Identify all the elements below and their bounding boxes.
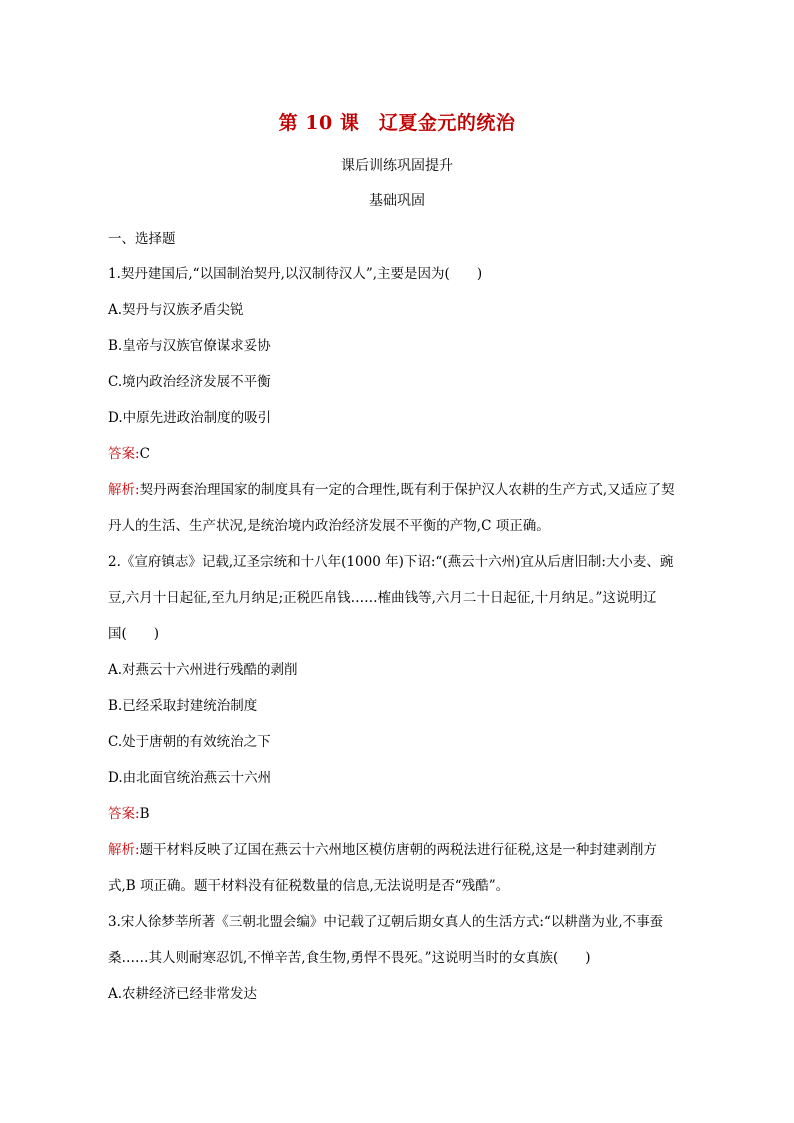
q3-stem-line-1: 3.宋人徐梦莘所著《三朝北盟会编》中记载了辽朝后期女真人的生活方式:“以耕凿为业,不事蚕 <box>108 914 664 930</box>
lesson-title: 第 10 课 辽夏金元的统治 <box>278 112 516 134</box>
q2-analysis-label: 解析: <box>108 842 140 858</box>
q2-analysis-text-1: 题干材料反映了辽国在燕云十六州地区模仿唐朝的两税法进行征税,这是一种封建剥削方 <box>139 842 657 858</box>
q1-option-d: D.中原先进政治制度的吸引 <box>108 410 272 426</box>
q2-stem-line-1: 2.《宣府镇志》记载,辽圣宗统和十八年(1000 年)下诏:“(燕云十六州)宜从后唐旧制:大小麦、豌 <box>108 554 674 570</box>
q1-analysis-label: 解析: <box>108 482 140 498</box>
q2-option-c: C.处于唐朝的有效统治之下 <box>108 734 271 750</box>
q1-answer-value: C <box>139 446 150 462</box>
q1-option-b: B.皇帝与汉族官僚谋求妥协 <box>108 338 271 354</box>
q2-answer-label: 答案: <box>108 806 140 822</box>
q1-answer-label: 答案: <box>108 446 140 462</box>
subtitle-basic: 基础巩固 <box>369 193 425 209</box>
q2-analysis-line-1 <box>108 838 698 858</box>
q1-stem: 1.契丹建国后,“以国制治契丹,以汉制待汉人”,主要是因为( ) <box>108 266 483 282</box>
q2-option-b: B.已经采取封建统治制度 <box>108 698 258 714</box>
q1-answer <box>108 442 698 462</box>
q1-analysis-line-2: 丹人的生活、生产状况,是统治境内政治经济发展不平衡的产物,C 项正确。 <box>108 518 550 534</box>
q1-option-c: C.境内政治经济发展不平衡 <box>108 374 271 390</box>
q2-option-d: D.由北面官统治燕云十六州 <box>108 770 272 786</box>
q2-analysis-line-2: 式,B 项正确。题干材料没有征税数量的信息,无法说明是否“残酷”。 <box>108 878 510 894</box>
q2-stem-line-2: 豆,六月十日起征,至九月纳足;正税匹帛钱……榷曲钱等,六月二十日起征,十月纳足。”这说明辽 <box>108 590 657 606</box>
q2-answer <box>108 802 698 822</box>
q3-stem-line-2: 桑……其人则耐寒忍饥,不惮辛苦,食生物,勇悍不畏死。”这说明当时的女真族( ) <box>108 950 591 966</box>
q1-analysis-line-1 <box>108 478 698 498</box>
q2-option-a: A.对燕云十六州进行残酷的剥削 <box>108 662 298 678</box>
q2-answer-value: B <box>139 806 150 822</box>
q2-stem-line-3: 国( ) <box>108 626 160 642</box>
subtitle-practice: 课后训练巩固提升 <box>341 158 453 174</box>
q1-option-a: A.契丹与汉族矛盾尖锐 <box>108 302 244 318</box>
q3-option-a: A.农耕经济已经非常发达 <box>108 986 258 1002</box>
section-heading: 一、选择题 <box>108 231 176 247</box>
q1-analysis-text-1: 契丹两套治理国家的制度具有一定的合理性,既有利于保护汉人农耕的生产方式,又适应了契 <box>139 482 675 498</box>
